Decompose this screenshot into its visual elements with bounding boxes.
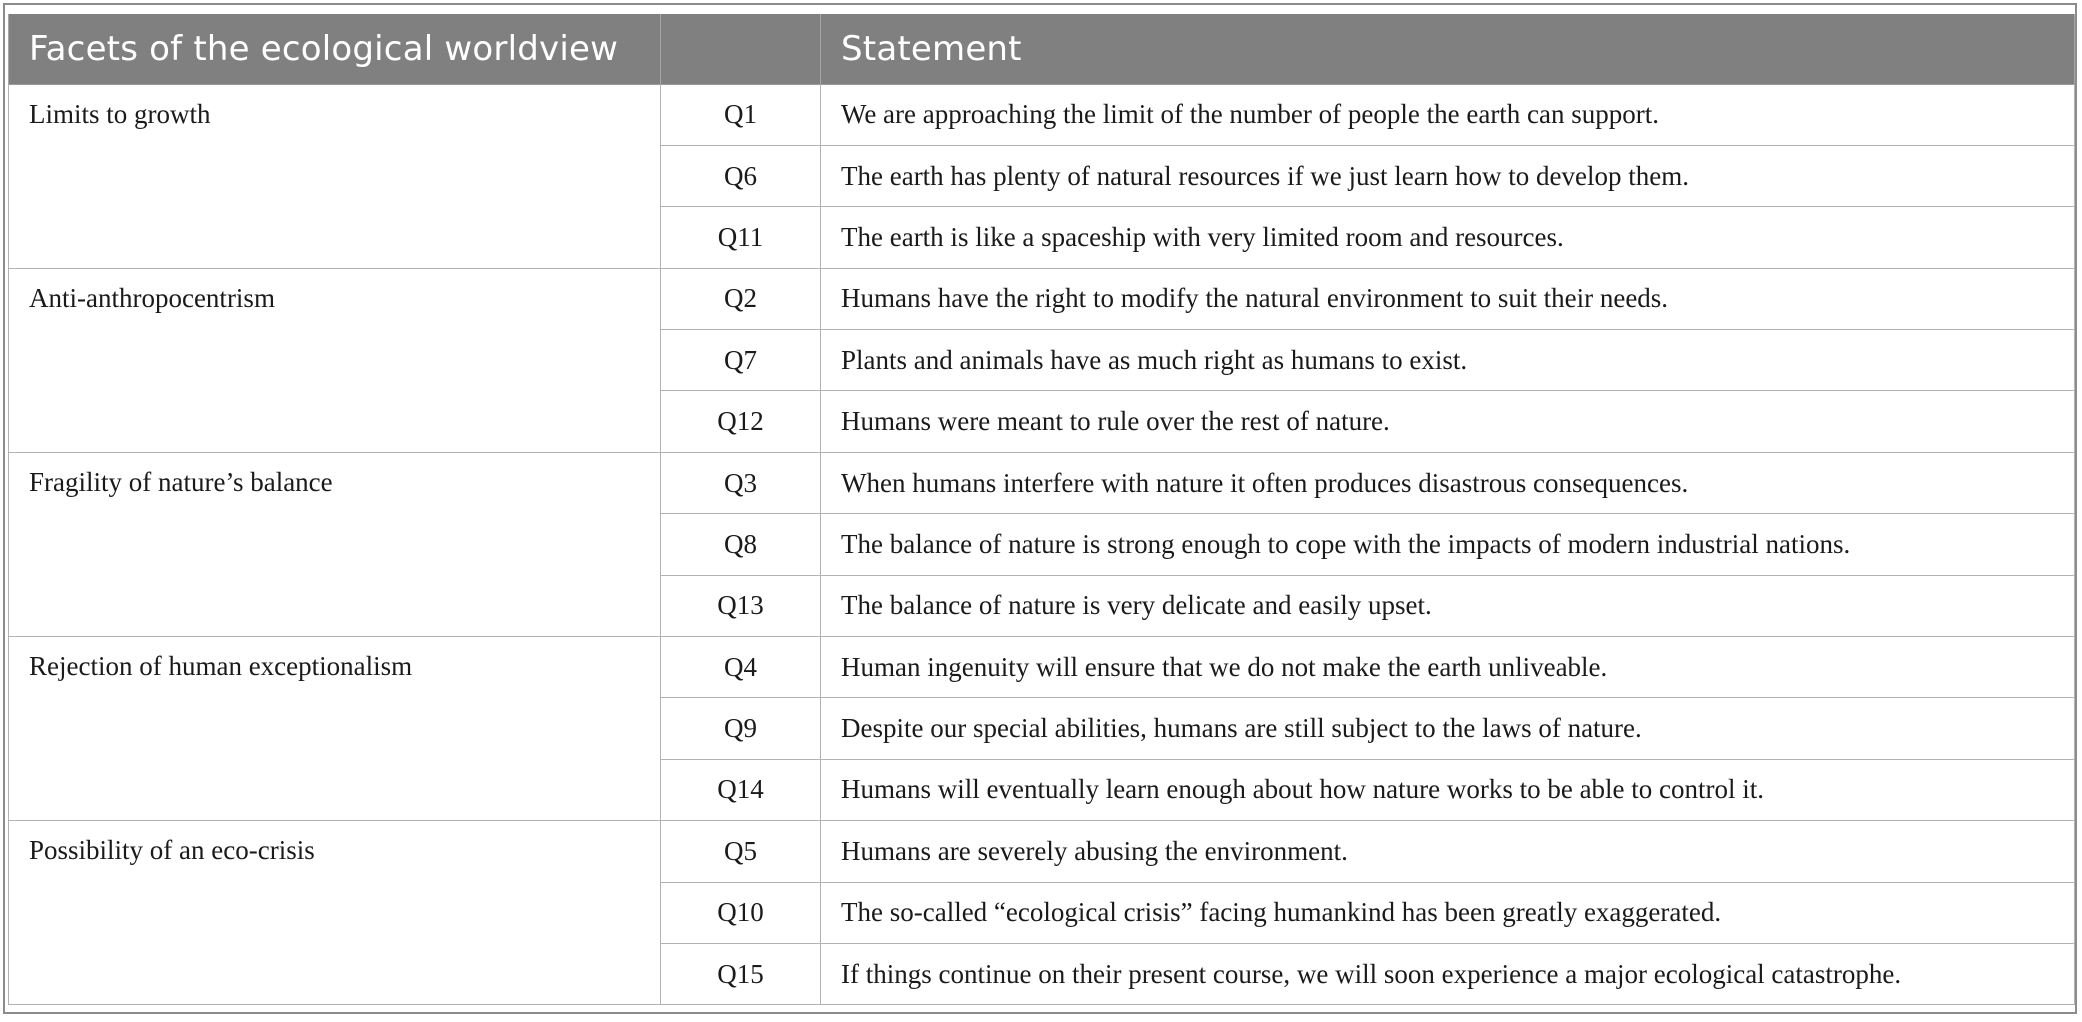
statement-cell: The earth has plenty of natural resources if we just learn how to develop them. [821,145,2075,206]
statement-cell: The balance of nature is strong enough to cope with the impacts of modern industrial nations. [821,514,2075,575]
ecological-worldview-table [8,14,2075,1005]
question-id: Q13 [661,575,821,636]
question-id: Q9 [661,698,821,759]
statement-cell: Humans will eventually learn enough about how nature works to be able to control it. [821,759,2075,820]
statement-cell: The earth is like a spaceship with very limited room and resources. [821,207,2075,268]
question-id: Q2 [661,268,821,329]
header-question-id [661,14,821,84]
header-statement: Statement [821,14,2075,84]
question-id: Q6 [661,145,821,206]
statement-cell: Plants and animals have as much right as humans to exist. [821,330,2075,391]
statement-cell: Humans are severely abusing the environment. [821,821,2075,882]
table-row [9,821,2075,882]
facet-cell: Fragility of nature’s balance [9,452,661,636]
table-row [9,637,2075,698]
statement-cell: When humans interfere with nature it often produces disastrous consequences. [821,452,2075,513]
question-id: Q3 [661,452,821,513]
header-facet: Facets of the ecological worldview [9,14,661,84]
statement-cell: Human ingenuity will ensure that we do not make the earth unliveable. [821,637,2075,698]
statement-cell: Humans were meant to rule over the rest of nature. [821,391,2075,452]
question-id: Q1 [661,84,821,145]
statement-cell: We are approaching the limit of the number of people the earth can support. [821,84,2075,145]
table-row [9,268,2075,329]
question-id: Q12 [661,391,821,452]
facet-cell: Anti-anthropocentrism [9,268,661,452]
question-id: Q15 [661,943,821,1004]
question-id: Q10 [661,882,821,943]
statement-cell: The balance of nature is very delicate and easily upset. [821,575,2075,636]
question-id: Q11 [661,207,821,268]
facet-cell: Rejection of human exceptionalism [9,637,661,821]
statement-cell: If things continue on their present course, we will soon experience a major ecological catastrophe. [821,943,2075,1004]
table-row [9,84,2075,145]
question-id: Q4 [661,637,821,698]
question-id: Q14 [661,759,821,820]
statement-cell: The so-called “ecological crisis” facing humankind has been greatly exaggerated. [821,882,2075,943]
header-row [9,14,2075,84]
question-id: Q8 [661,514,821,575]
statement-cell: Humans have the right to modify the natural environment to suit their needs. [821,268,2075,329]
facet-cell: Limits to growth [9,84,661,268]
facet-cell: Possibility of an eco-crisis [9,821,661,1005]
statement-cell: Despite our special abilities, humans are still subject to the laws of nature. [821,698,2075,759]
question-id: Q5 [661,821,821,882]
table-row [9,452,2075,513]
question-id: Q7 [661,330,821,391]
